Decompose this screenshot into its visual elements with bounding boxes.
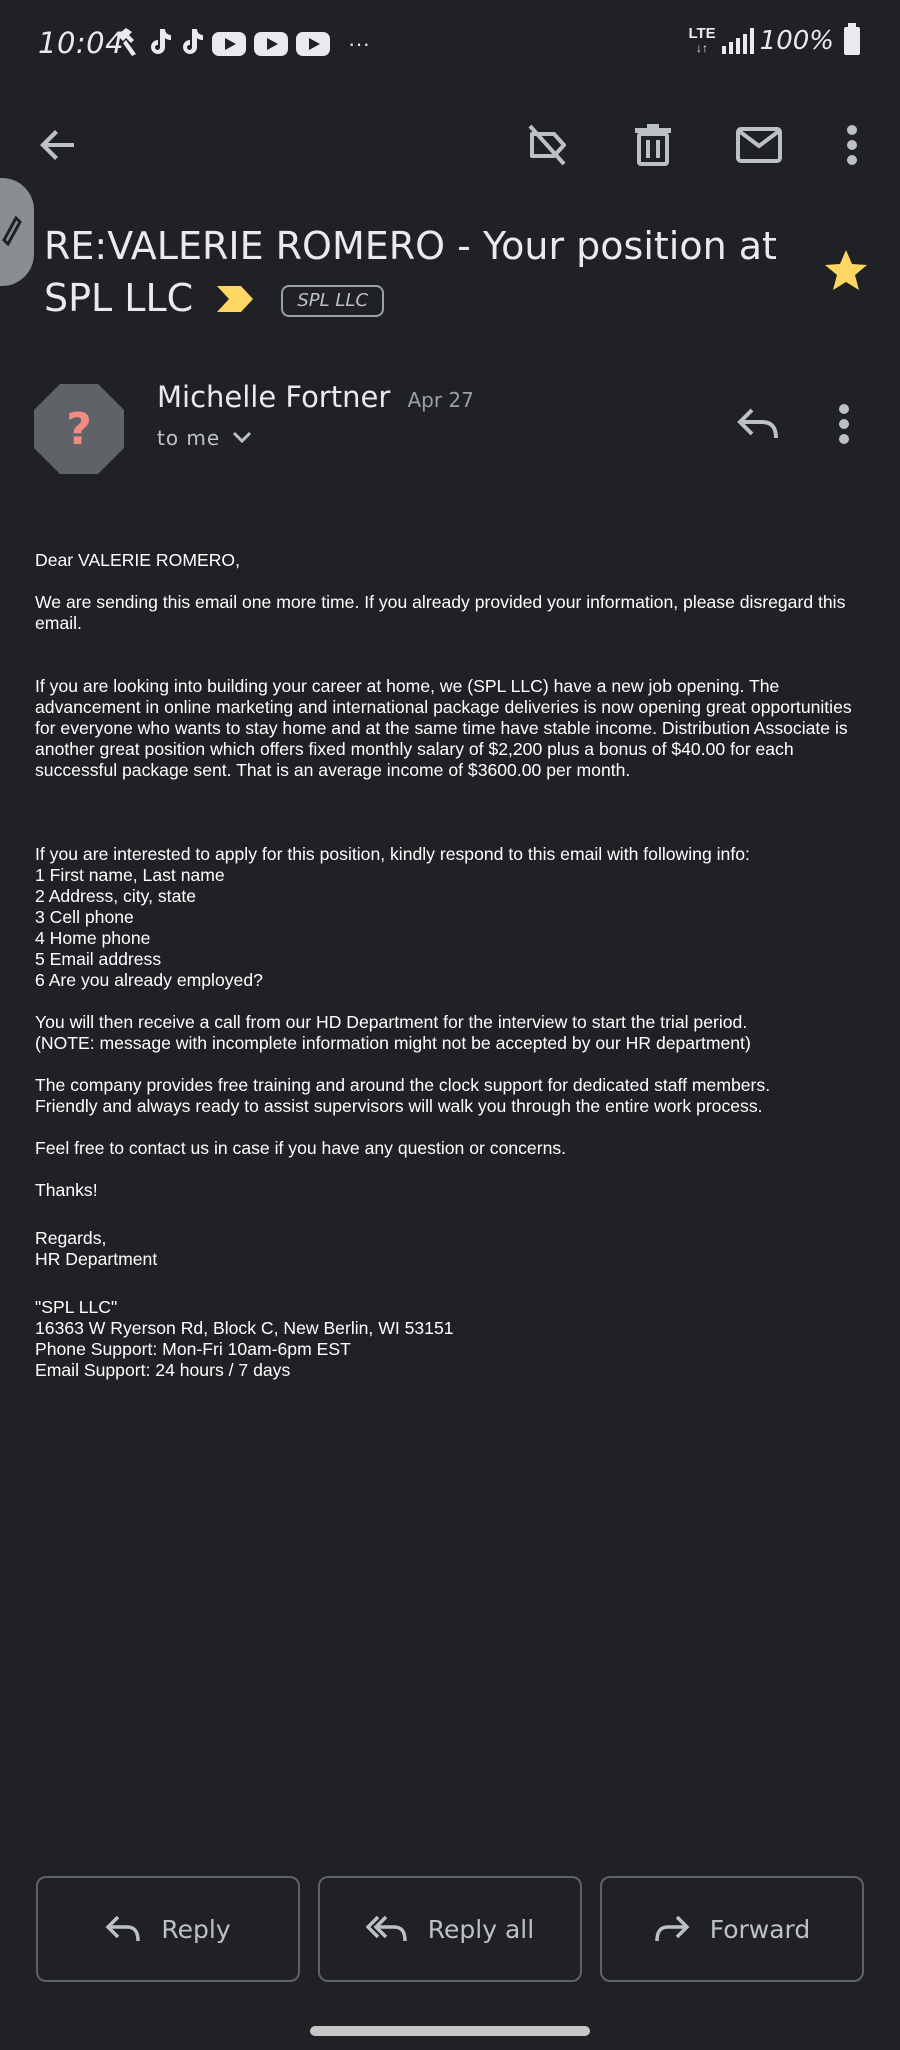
list-item: 1 First name, Last name [35, 865, 225, 885]
forward-icon [654, 1914, 690, 1944]
sender-line[interactable] [157, 380, 474, 414]
thanks: Thanks! [35, 1180, 98, 1200]
star-icon [823, 248, 869, 292]
email-toolbar [0, 110, 900, 180]
delete-icon [633, 124, 673, 166]
body-paragraph: Friendly and always ready to assist supervisors will walk you through the entire work process. [35, 1096, 763, 1116]
list-item: 6 Are you already employed? [35, 970, 263, 990]
status-time: 10:04 [38, 26, 125, 60]
notification-icons [112, 26, 370, 61]
signal-icon [722, 28, 754, 54]
chevron-down-icon [232, 431, 252, 445]
youtube-icon [254, 32, 288, 56]
sender-avatar[interactable] [34, 384, 124, 474]
tiktok-icon [148, 27, 172, 60]
signature-line: Email Support: 24 hours / 7 days [35, 1360, 291, 1380]
list-item: 5 Email address [35, 949, 162, 969]
reply-all-button[interactable] [318, 1876, 582, 1982]
unknown-sender-glyph: ? [66, 404, 92, 455]
forward-button[interactable] [600, 1876, 864, 1982]
bottom-actions [36, 1876, 864, 1980]
hammer-icon [112, 26, 140, 61]
back-button[interactable] [26, 110, 90, 180]
body-paragraph: Feel free to contact us in case if you have any question or concerns. [35, 1138, 567, 1158]
body-paragraph: (NOTE: message with incomplete information might not be accepted by our HR department) [35, 1033, 751, 1053]
more-options-button[interactable] [820, 110, 884, 180]
label-chip[interactable]: SPL LLC [281, 285, 384, 317]
department: HR Department [35, 1249, 158, 1269]
recipient-text: to me [157, 426, 221, 450]
pencil-icon [2, 216, 22, 246]
mark-unread-icon [736, 127, 782, 163]
reply-all-label: Reply all [427, 1914, 535, 1944]
home-indicator[interactable] [310, 2026, 590, 2036]
lte-icon: LTE ↓↑ [688, 25, 716, 55]
reply-all-icon [366, 1914, 408, 1944]
message-more-button[interactable] [838, 404, 850, 449]
reply-label: Reply [161, 1914, 231, 1944]
delete-button[interactable] [621, 110, 685, 180]
list-item: 3 Cell phone [35, 907, 134, 927]
battery-percent: 100% [759, 26, 834, 56]
body-paragraph: We are sending this email one more time. If you already provided your information, please disregard this email. [35, 592, 846, 633]
list-item: 4 Home phone [35, 928, 151, 948]
body-paragraph: You will then receive a call from our HD Department for the interview to start the trial period. [35, 1012, 748, 1032]
signature-line: Phone Support: Mon-Fri 10am-6pm EST [35, 1339, 351, 1359]
battery-icon [844, 27, 860, 55]
youtube-icon [296, 32, 330, 56]
subject-text: RE:VALERIE ROMERO - Your position at SPL LLC [44, 224, 777, 320]
reply-button[interactable] [36, 1876, 300, 1982]
forward-label: Forward [709, 1914, 811, 1944]
email-subject [44, 220, 804, 327]
signature-line: "SPL LLC" [35, 1297, 118, 1317]
more-vert-icon [838, 404, 850, 444]
importance-marker-icon[interactable] [215, 275, 255, 327]
label-off-icon [524, 122, 570, 168]
recipient-details-toggle[interactable] [157, 426, 252, 450]
back-arrow-icon [38, 125, 78, 165]
sender-row [0, 380, 900, 480]
list-item: 2 Address, city, state [35, 886, 197, 906]
reply-icon [105, 1914, 141, 1944]
greeting: Dear VALERIE ROMERO, [35, 550, 240, 570]
tiktok-icon [180, 27, 204, 60]
youtube-icon [212, 32, 246, 56]
star-button[interactable] [823, 248, 869, 297]
edge-panel-handle[interactable] [0, 178, 34, 286]
signature-line: 16363 W Ryerson Rd, Block C, New Berlin, WI 53151 [35, 1318, 454, 1338]
mark-unread-button[interactable] [727, 110, 791, 180]
body-paragraph: If you are looking into building your career at home, we (SPL LLC) have a new job opening. The advancement in online marketing and international package deliveries is now opening great opportunities for everyone who wants to stay home and at the same time have stable income. Distribution Associate is another great position which offers fixed monthly salary of $2,200 plus a bonus of $40.00 for each successful package sent. That is an average income of $3600.00 per month. [35, 676, 852, 780]
email-body [35, 550, 875, 1381]
more-vert-icon [846, 125, 858, 165]
quick-reply-button[interactable] [736, 406, 780, 447]
sender-name: Michelle Fortner [157, 380, 391, 414]
more-notifications-icon: ··· [348, 30, 370, 56]
body-paragraph: The company provides free training and around the clock support for dedicated staff members. [35, 1075, 771, 1095]
email-date: Apr 27 [407, 388, 474, 412]
body-paragraph: If you are interested to apply for this position, kindly respond to this email with following info: [35, 844, 750, 864]
regards: Regards, [35, 1228, 107, 1248]
status-bar [0, 0, 900, 84]
status-right [688, 26, 860, 56]
remove-label-button[interactable] [515, 110, 579, 180]
reply-icon [736, 406, 780, 442]
